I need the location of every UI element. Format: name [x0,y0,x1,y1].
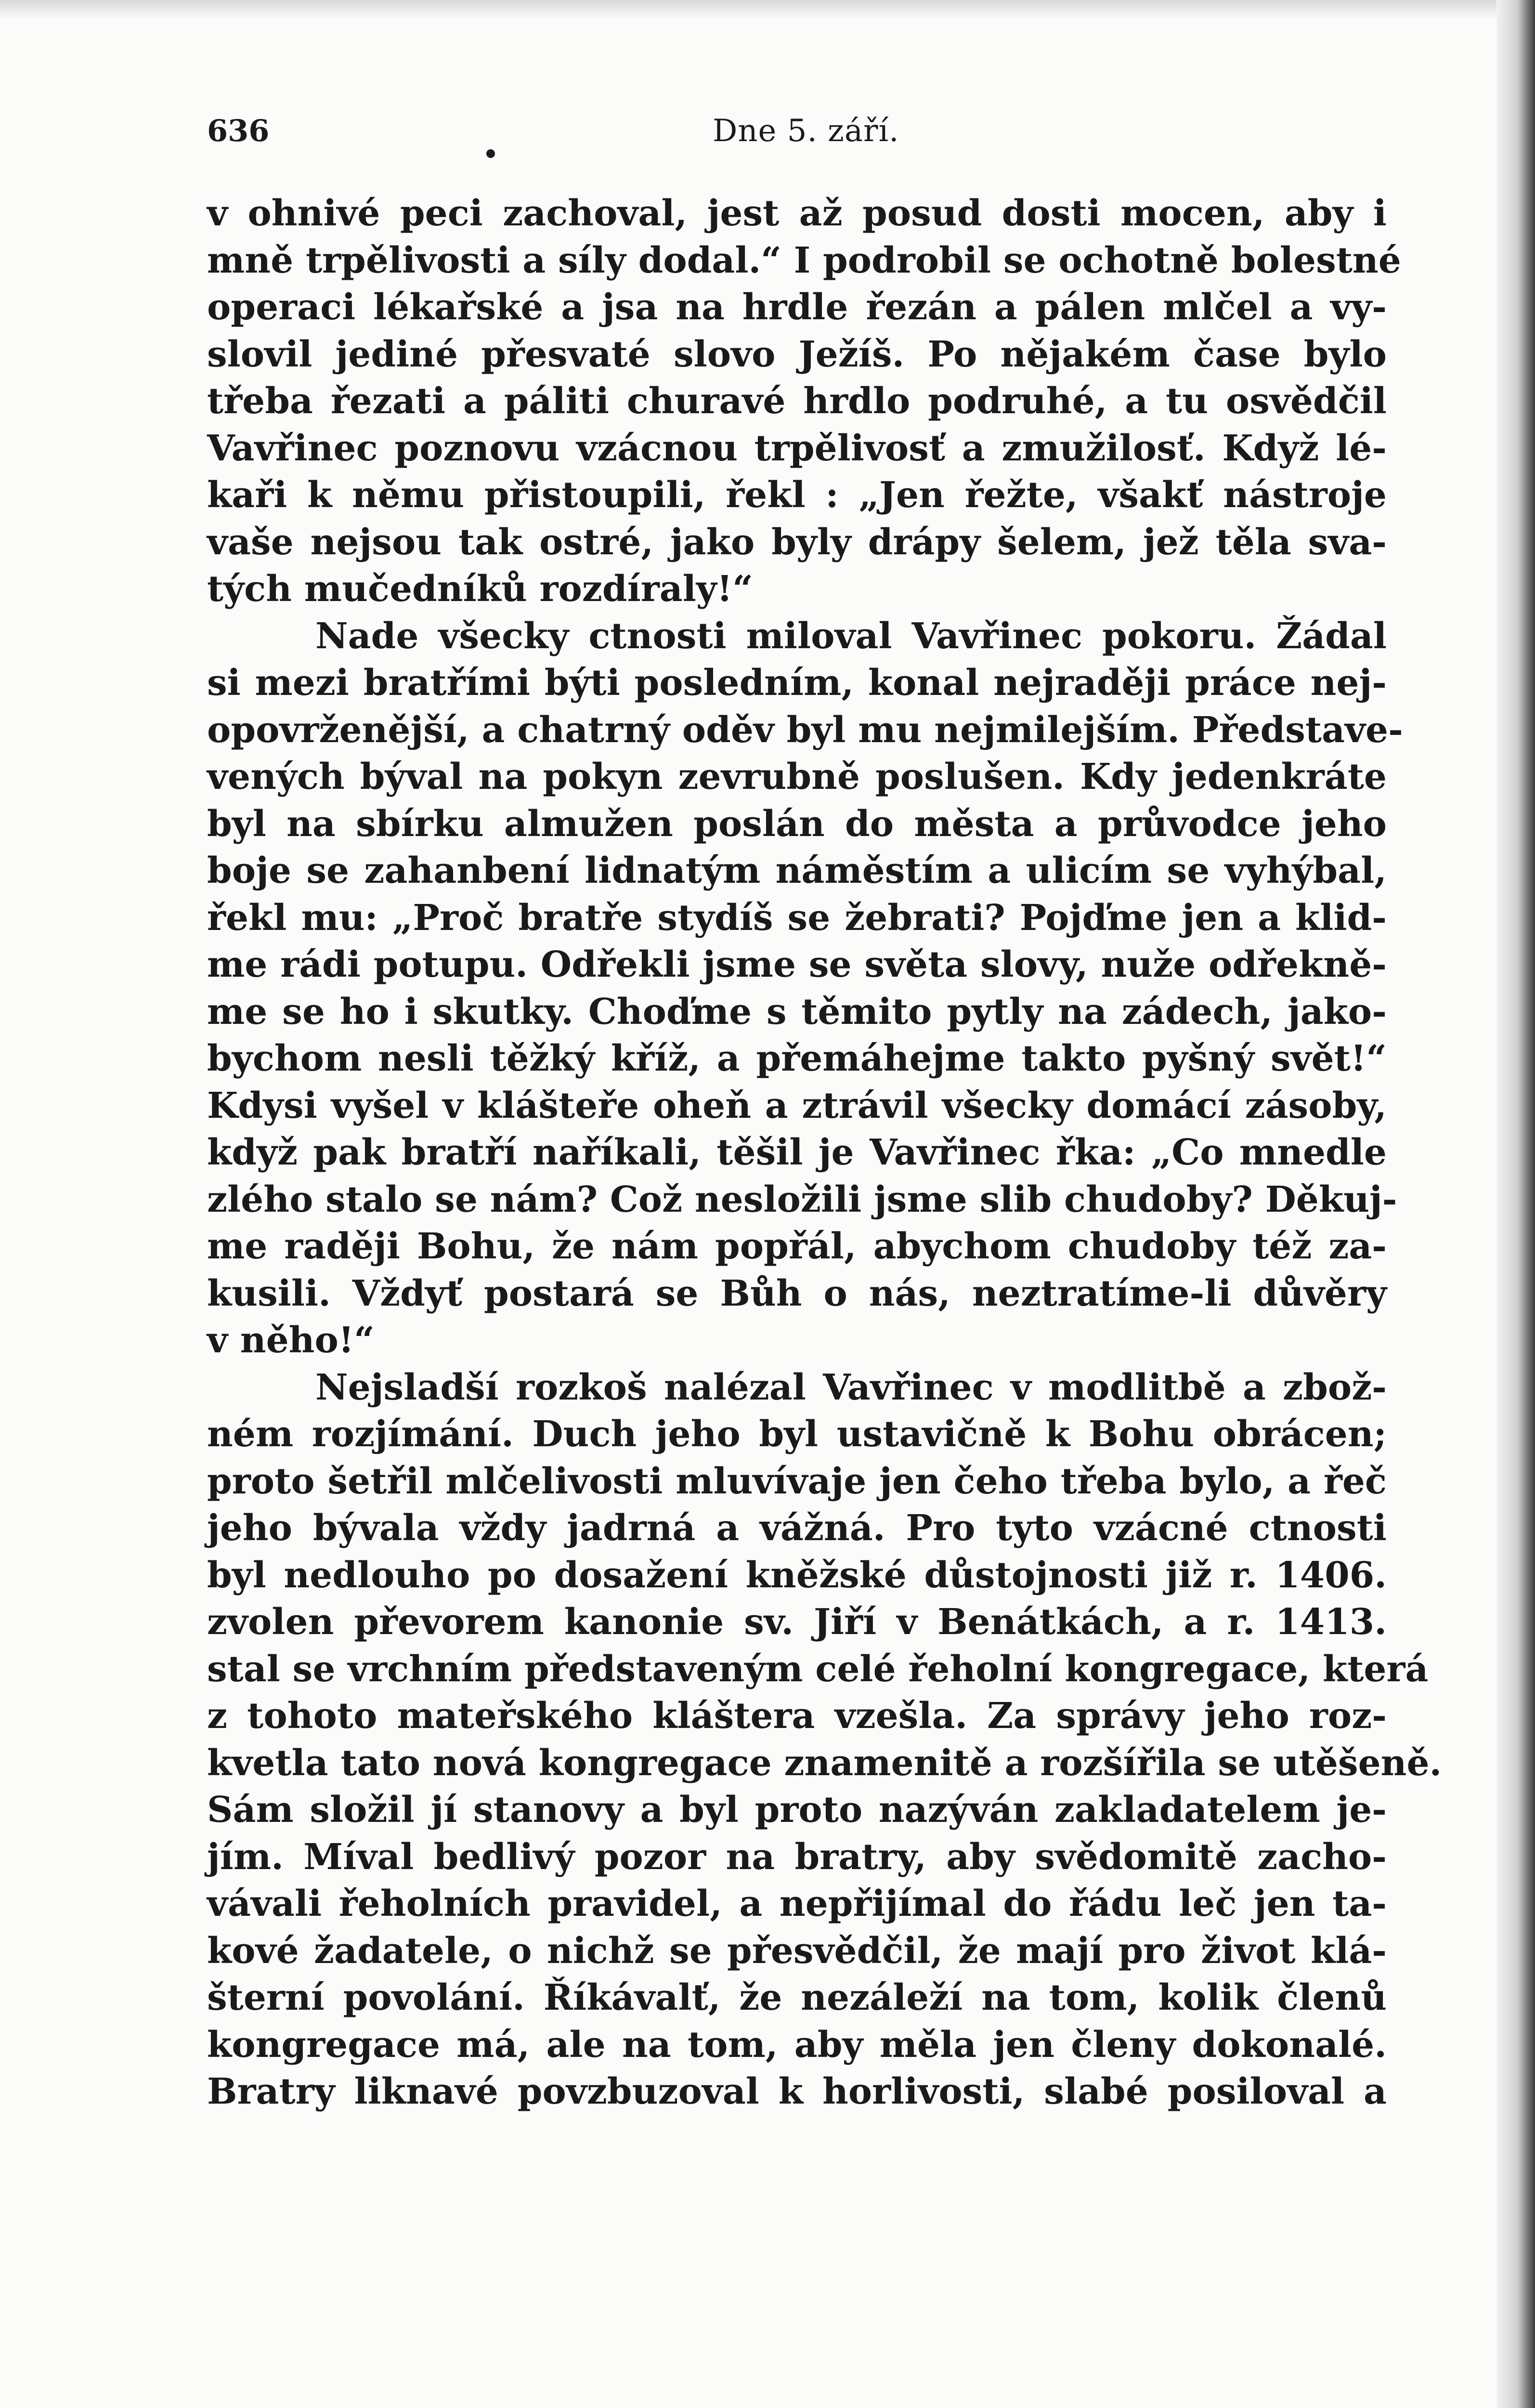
text-line: řekl mu: „Proč bratře stydíš se žebrati? Pojďme jen a klid- [207,897,1387,939]
text-line: vávali řeholních pravidel, a nepřijímal do řádu leč jen ta- [207,1883,1387,1924]
text-line: když pak bratří naříkali, těšil je Vavřinec řka: „Co mnedle [207,1132,1387,1173]
text-line: operaci lékařské a jsa na hrdle řezán a pálen mlčel a vy- [207,287,1387,328]
text-line: Nejsladší rozkoš nalézal Vavřinec v modlitbě a zbož- [315,1366,1387,1408]
page-top-edge [0,0,1535,19]
text-line: mně trpělivosti a síly dodal.“ I podrobil se ochotně bolestné [207,239,1401,281]
text-line: v něho!“ [207,1320,375,1361]
text-line: Vavřinec poznovu vzácnou trpělivosť a zmužilosť. Když lé- [207,427,1387,469]
text-line: byl nedlouho po dosažení kněžské důstojnosti již r. 1406. [207,1554,1387,1596]
text-line: Sám složil jí stanovy a byl proto nazýván zakladatelem je- [207,1789,1387,1831]
text-line: třeba řezati a páliti churavé hrdlo podruhé, a tu osvědčil [207,380,1387,422]
text-line: stal se vrchním představeným celé řeholní kongregace, která [207,1648,1429,1690]
body-text [207,190,1442,2116]
text-line: z tohoto mateřského kláštera vzešla. Za správy jeho roz- [207,1695,1387,1737]
text-line: bychom nesli těžký kříž, a přemáhejme takto pyšný svět!“ [207,1038,1387,1079]
text-line: Kdysi vyšel v klášteře oheň a ztrávil všecky domácí zásoby, [207,1085,1387,1126]
text-line: jím. Míval bedlivý pozor na bratry, aby svědomitě zacho- [207,1836,1387,1878]
text-line: si mezi bratřími býti posledním, konal nejraději práce nej- [207,662,1387,704]
text-line: zlého stalo se nám? Což nesložili jsme slib chudoby? Děkuj- [207,1178,1397,1220]
text-line: Bratry liknavé povzbuzoval k horlivosti, slabé posiloval a [207,2071,1387,2112]
text-line: kongregace má, ale na tom, aby měla jen členy dokonalé. [207,2024,1387,2066]
text-line: kvetla tato nová kongregace znamenitě a rozšířila se utěšeně. [207,1742,1442,1784]
text-line: kaři k němu přistoupili, řekl : „Jen řežte, všakť nástroje [207,474,1387,516]
text-line: v ohnivé peci zachoval, jest až posud dosti mocen, aby i [207,193,1387,234]
text-line: ném rozjímání. Duch jeho byl ustavičně k Bohu obrácen; [207,1413,1387,1455]
text-line: šterní povolání. Říkávalť, že nezáleží na tom, kolik členů [207,1977,1387,2018]
text-line: slovil jediné přesvaté slovo Ježíš. Po nějakém čase bylo [207,333,1387,375]
text-line: proto šetřil mlčelivosti mluvívaje jen čeho třeba bylo, a řeč [207,1460,1387,1502]
text-line: tých mučedníků rozdíraly!“ [207,568,753,610]
text-line: boje se zahanbení lidnatým náměstím a ulicím se vyhýbal, [207,850,1387,891]
text-line: kové žadatele, o nichž se přesvědčil, že mají pro život klá- [207,1930,1387,1972]
running-title: Dne 5. září. [713,113,899,149]
text-line: zvolen převorem kanonie sv. Jiří v Benátkách, a r. 1413. [207,1601,1387,1643]
text-line: me rádi potupu. Odřekli jsme se světa slovy, nuže odřekně- [207,944,1387,985]
text-line: Nade všecky ctnosti miloval Vavřinec pokoru. Žádal [315,615,1387,657]
text-line: me se ho i skutky. Choďme s těmito pytly na zádech, jako- [207,991,1387,1033]
text-line: vených býval na pokyn zevrubně poslušen. Kdy jedenkráte [207,756,1387,798]
page-edge-shadow [1496,0,1535,2408]
page-header [207,113,1392,157]
text-line: vaše nejsou tak ostré, jako byly drápy šelem, jež těla sva- [207,521,1387,563]
text-line: byl na sbírku almužen poslán do města a průvodce jeho [207,803,1387,845]
text-line: kusili. Vždyť postará se Bůh o nás, neztratíme-li důvěry [207,1272,1387,1314]
text-line: opovrženější, a chatrný oděv byl mu nejmilejším. Představe- [207,709,1403,751]
page-number: 636 [207,113,270,148]
text-line: jeho bývala vždy jadrná a vážná. Pro tyto vzácné ctnosti [207,1507,1387,1549]
text-line: me raději Bohu, že nám popřál, abychom chudoby též za- [207,1226,1387,1267]
ink-dot [486,149,495,158]
